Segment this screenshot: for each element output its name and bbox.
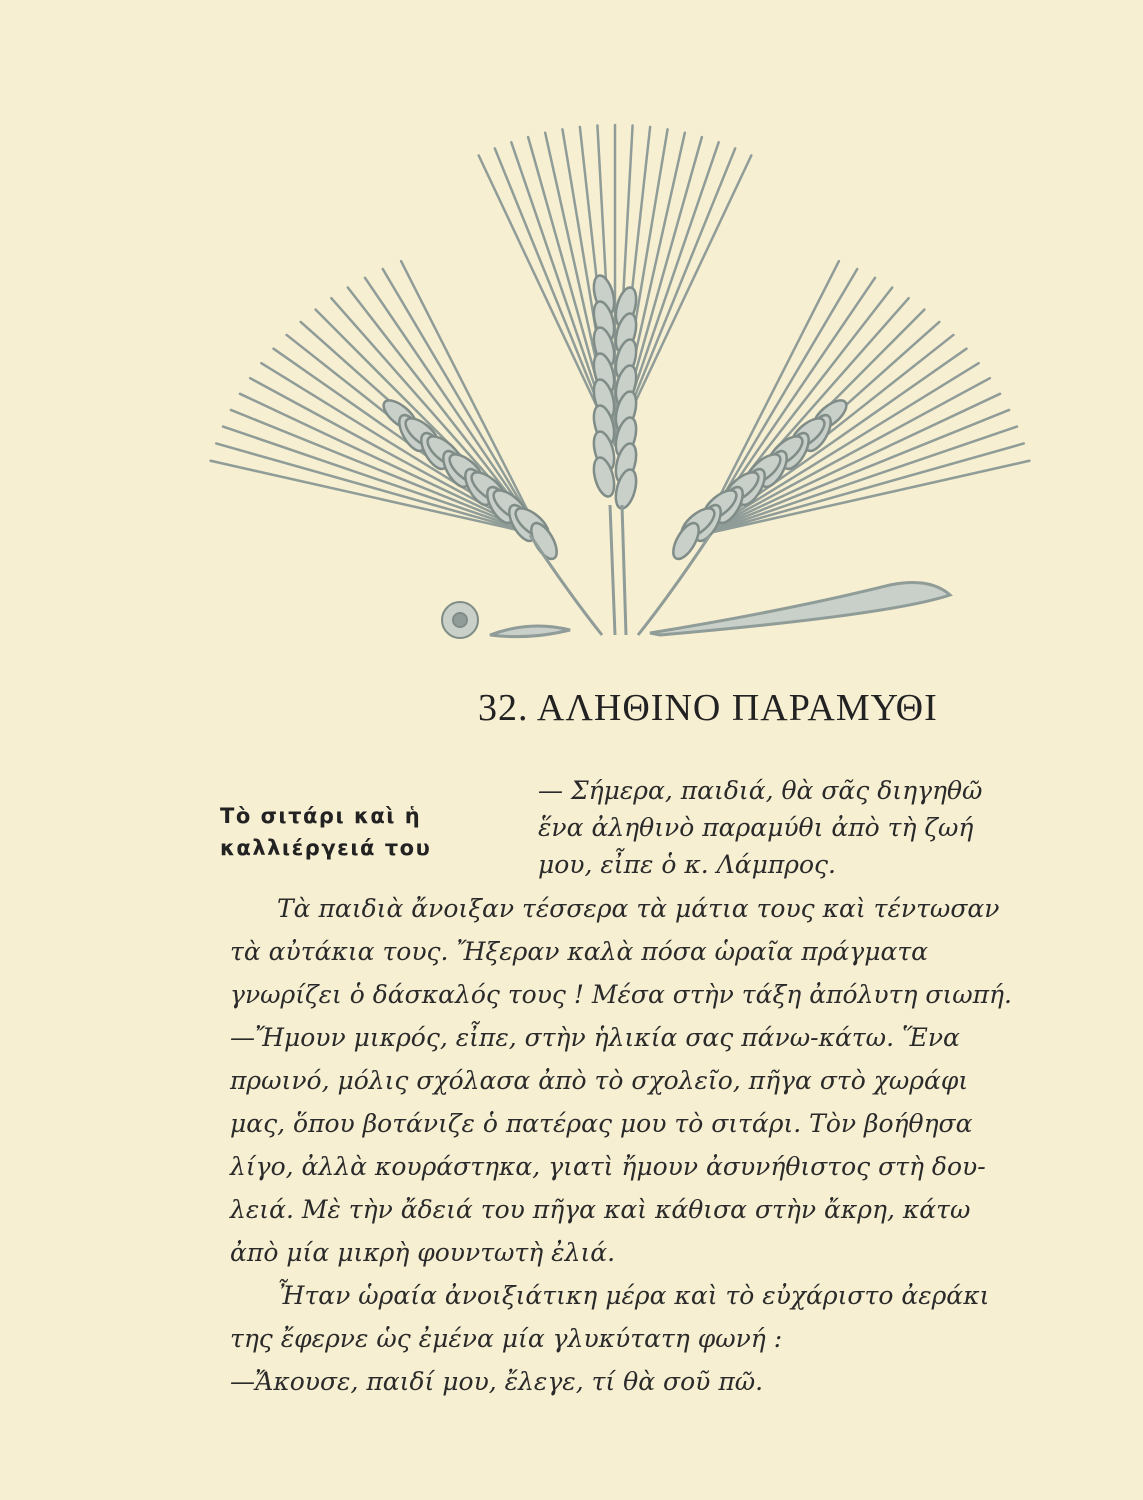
body-line: —Ἤμουν μικρός, εἶπε, στὴν ἡλικία σας πάνω-κάτω. Ἕνα [230,1023,960,1052]
body-line: μας, ὅπου βοτάνιζε ὁ πατέρας μου τὸ σιτάρι. Τὸν βοήθησα [230,1109,973,1138]
body-line: γνωρίζει ὁ δάσκαλός τους ! Μέσα στὴν τάξη ἀπόλυτη σιωπή. [230,980,1012,1009]
body-line: λίγο, ἀλλὰ κουράστηκα, γιατὶ ἤμουν ἀσυνήθιστος στὴ δου- [230,1152,986,1181]
wheat-ears-icon [190,115,1040,655]
body-line: ἕνα ἀληθινὸ παραμύθι ἀπὸ τὴ ζωή [538,813,974,842]
body-line: της ἔφερνε ὡς ἐμένα μία γλυκύτατη φωνή : [230,1324,783,1353]
body-line: —Ἄκουσε, παιδί μου, ἔλεγε, τί θὰ σοῦ πῶ. [230,1367,764,1396]
side-note [220,800,510,864]
body-line: λειά. Μὲ τὴν ἄδειά του πῆγα καὶ κάθισα στὴν ἄκρη, κάτω [230,1195,971,1224]
side-note-line: Τὸ σιτάρι καὶ ἡ [220,804,422,828]
body-line: πρωινό, μόλις σχόλασα ἀπὸ τὸ σχολεῖο, πῆγα στὸ χωράφι [230,1066,969,1095]
body-line: τὰ αὐτάκια τους. Ἤξεραν καλὰ πόσα ὡραῖα πράγματα [230,937,929,966]
body-line: ἀπὸ μία μικρὴ φουντωτὴ ἐλιά. [230,1238,616,1267]
body-line: Ἦταν ὡραία ἀνοιξιάτικη μέρα καὶ τὸ εὐχάριστο ἀεράκι [277,1281,990,1310]
side-note-line: καλλιέργειά του [220,836,432,860]
body-line: — Σήμερα, παιδιά, θὰ σᾶς διηγηθῶ [538,776,983,805]
chapter-title: 32. ΑΛΗΘΙΝΟ ΠΑΡΑΜΥΘΙ [478,687,938,729]
body-line: Τὰ παιδιὰ ἄνοιξαν τέσσερα τὰ μάτια τους καὶ τέντωσαν [277,894,1000,923]
body-line: μου, εἶπε ὁ κ. Λάμπρος. [538,850,836,879]
